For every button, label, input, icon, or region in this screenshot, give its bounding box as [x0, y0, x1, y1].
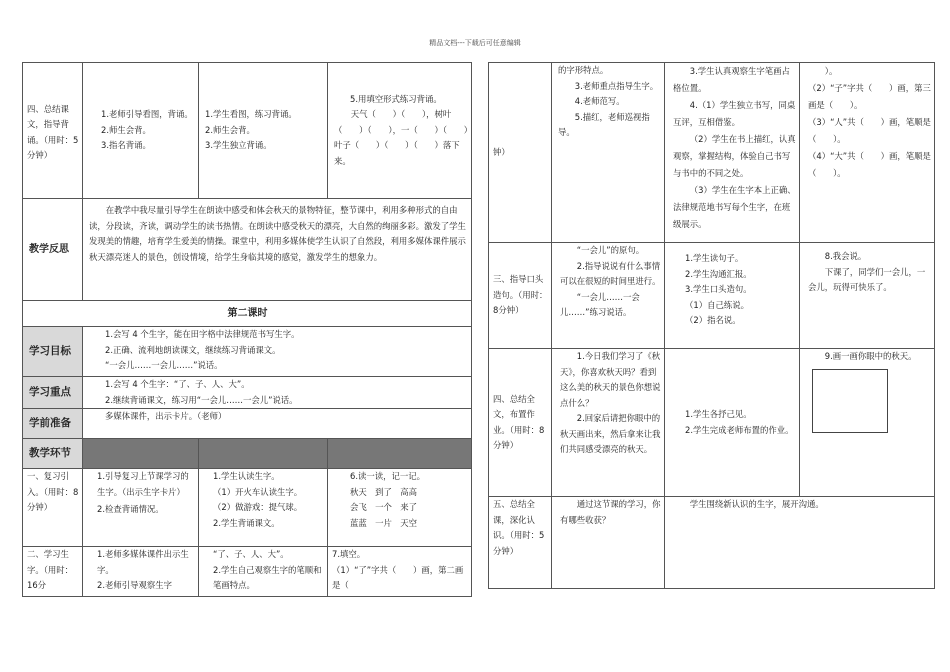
row-continue — [489, 63, 935, 243]
speak-teacher — [552, 243, 665, 349]
reflection-label: 教学反思 — [23, 199, 83, 301]
summary-student — [665, 349, 800, 497]
focus-list — [83, 377, 472, 409]
write-teacher — [83, 547, 199, 597]
speak-label: 三、指导口头造句。（用时：8分钟） — [489, 243, 552, 349]
row-prep — [23, 409, 472, 439]
continue-practice — [800, 63, 935, 243]
student-line: 1.学生各抒己见。 — [685, 409, 752, 419]
practice-line: （1）“了”字共（ ）画，第二画是（ — [332, 564, 464, 590]
teacher-line: 3.老师重点指导生字。 — [574, 80, 659, 91]
teacher-line: 2.检查背诵情况。 — [97, 504, 164, 514]
header-cell — [83, 439, 199, 469]
row-section4 — [23, 63, 472, 199]
practice-title: 5.用填空形式练习背诵。 — [350, 93, 442, 104]
practice-title: 8.我会说。 — [824, 251, 867, 261]
student-line: “了、子、人、大”。 — [213, 549, 289, 559]
prep-label: 学前准备 — [23, 409, 83, 439]
speak-practice — [800, 243, 935, 349]
practice-title: 6.读一读，记一记。 — [350, 471, 425, 481]
second-lesson-title: 第二课时 — [23, 301, 472, 327]
practice-line: （3）“人”共（ ）画，笔顺是（ ）。 — [808, 117, 931, 144]
focus-item: 1.会写 4 个生字：“了、子、人、大”。 — [105, 379, 250, 389]
teacher-line: 1.今日我们学习了《秋天》，你喜欢秋天吗？看到这么美的秋天的景色你想说点什么？ — [560, 351, 661, 408]
student-line: 2.学生背诵课文。 — [213, 517, 280, 528]
student-line: 1.学生看图，练习背诵。 — [205, 109, 297, 120]
student-line: 3.学生认真观察生字笔画占格位置。 — [673, 66, 790, 93]
summary-teacher — [552, 349, 665, 497]
section4-practice — [328, 63, 472, 199]
practice-title: 9.画一画你眼中的秋天。 — [824, 351, 917, 361]
student-line: （2）做游戏：提气球。 — [213, 502, 303, 512]
section4-student — [199, 63, 328, 199]
prep-text: 多媒体课件，出示卡片。（老师） — [83, 409, 472, 439]
student-line: （2）学生在书上描红，认真观察，掌握结构，体验自己书写与书中的不同之处。 — [673, 134, 796, 178]
word-row: 会飞 一个 来了 — [350, 502, 417, 512]
continue-label: 钟） — [489, 63, 552, 243]
teacher-line: 1.老师引导看图，背诵。 — [101, 109, 193, 120]
goal-item: 1.会写 4 个生字，能在田字格中法律规范书写生字。 — [105, 329, 300, 339]
review-practice — [328, 469, 472, 547]
focus-item: 2.继续背诵课文，练习用“一会儿……一会儿”说话。 — [105, 394, 298, 405]
student-line: （2）指名说。 — [685, 315, 741, 325]
practice-line: 下课了，同学们一会儿，一会儿，玩得可快乐了。 — [808, 266, 926, 292]
student-line: 2.学生沟通汇报。 — [685, 268, 752, 279]
drawing-box — [812, 369, 888, 433]
write-label: 二、学习生字。（用时：16分 — [23, 547, 83, 597]
review-label: 一、复习引入。（用时：8分钟） — [23, 469, 83, 547]
continue-teacher — [552, 63, 665, 243]
row-steps-header — [23, 439, 472, 469]
practice-title: 7.填空。 — [332, 549, 366, 559]
deepen-student: 学生围绕新认识的生字，展开沟通。 — [665, 497, 935, 589]
deepen-label: 五、总结全课，深化认识。（用时：5分钟） — [489, 497, 552, 589]
teacher-line: “一会儿……一会儿……”练习说话。 — [560, 291, 640, 317]
teacher-line: 1.引导复习上节课学习的生字。（出示生字卡片） — [97, 471, 189, 497]
write-practice — [328, 547, 472, 597]
write-student — [199, 547, 328, 597]
word-row: 秋天 到了 高高 — [350, 486, 417, 497]
summary-practice — [800, 349, 935, 497]
student-line: 2.师生会背。 — [205, 124, 255, 135]
row-summary — [489, 349, 935, 497]
goals-label: 学习目标 — [23, 327, 83, 377]
summary-label: 四、总结全文，布置作业。（用时：8分钟） — [489, 349, 552, 497]
header-cell — [328, 439, 472, 469]
student-line: 4.（1）学生独立书写，同桌互评，互相借鉴。 — [673, 100, 796, 127]
practice-line: （2）“子”字共（ ）画，第三画是（ ）。 — [808, 83, 931, 110]
teacher-line: 3.指名背诵。 — [101, 140, 151, 151]
focus-label: 学习重点 — [23, 377, 83, 409]
row-second-lesson — [23, 301, 472, 327]
page-header: 精品文档---下载后可任意编辑 — [429, 39, 521, 47]
practice-line: （4）“大”共（ ）画，笔顺是（ ）。 — [808, 151, 931, 178]
practice-fill: 天气（ ）（ ），树叶（ ）（ ），一（ ）（ ）叶子（ ）（ ）（ ）落下来。 — [334, 109, 468, 166]
student-line: （3）学生在生字本上正确、法律规范地书写每个生字，在班级展示。 — [673, 185, 796, 229]
row-review — [23, 469, 472, 547]
teacher-line: 2.老师引导观察生字 — [97, 580, 172, 590]
student-line: 3.学生口头造句。 — [685, 284, 752, 294]
student-line: 1.学生认读生字。 — [213, 471, 280, 481]
teacher-line: 4.老师范写。 — [574, 96, 625, 106]
word-row: 蓝蓝 一片 天空 — [350, 517, 417, 528]
student-line: 2.学生自己观察生字的笔顺和笔画特点。 — [213, 564, 322, 590]
row-goals — [23, 327, 472, 377]
teacher-line: “一会儿”的原句。 — [576, 245, 645, 255]
row-deepen — [489, 497, 935, 589]
goals-list — [83, 327, 472, 377]
steps-label: 教学环节 — [23, 439, 83, 469]
goal-item: “一会儿……一会儿……”说话。 — [105, 360, 223, 370]
teacher-line: 2.回家后请把你眼中的秋天画出来，然后拿来让我们共同感受漂亮的秋天。 — [560, 413, 661, 454]
student-line: 3.学生独立背诵。 — [205, 140, 272, 151]
student-line: （1）自己练说。 — [685, 299, 749, 310]
continue-student — [665, 63, 800, 243]
reflection-text: 在教学中我尽量引导学生在朗读中感受和体会秋天的景物特征，整节课中，利用多种形式的自由读，分段读，齐读，调动学生的读书热情。在朗读中感受秋天的漂亮，大自然的绚丽多彩。激发了学生发现美的情趣，培育学生爱美的情操。课堂中，利用多媒体使学生认识了自然段，利用多媒体课件展示秋天漂亮迷人的景色，创设情境，给学生身临其境的感觉，激发学生的想象力。 — [83, 199, 472, 301]
row-write — [23, 547, 472, 597]
section4-label: 四、总结课文，指导背诵。（用时：5分钟） — [23, 63, 83, 199]
left-lesson-table — [22, 62, 472, 597]
teacher-line: 2.指导说说有什么事情可以在很短的时间里进行。 — [560, 260, 661, 286]
speak-student — [665, 243, 800, 349]
teacher-line: 5.描红，老师巡视指导。 — [558, 111, 650, 137]
teacher-line: 2.师生会背。 — [101, 124, 151, 135]
goal-item: 2.正确、流利地朗读课文，继续练习背诵课文。 — [105, 344, 281, 355]
header-cell — [199, 439, 328, 469]
row-speak — [489, 243, 935, 349]
teacher-line: 1.老师多媒体课件出示生字。 — [97, 549, 189, 575]
row-focus — [23, 377, 472, 409]
student-line: 2.学生完成老师布置的作业。 — [685, 424, 794, 435]
right-lesson-table — [488, 62, 935, 589]
review-student — [199, 469, 328, 547]
student-line: 1.学生读句子。 — [685, 253, 744, 263]
practice-line: ）。 — [824, 66, 838, 76]
student-line: （1）开火车认读生字。 — [213, 486, 303, 497]
deepen-teacher: 通过这节课的学习，你有哪些收获？ — [552, 497, 665, 589]
teacher-line: 的字形特点。 — [558, 65, 609, 75]
section4-teacher — [83, 63, 199, 199]
review-teacher — [83, 469, 199, 547]
row-reflection — [23, 199, 472, 301]
